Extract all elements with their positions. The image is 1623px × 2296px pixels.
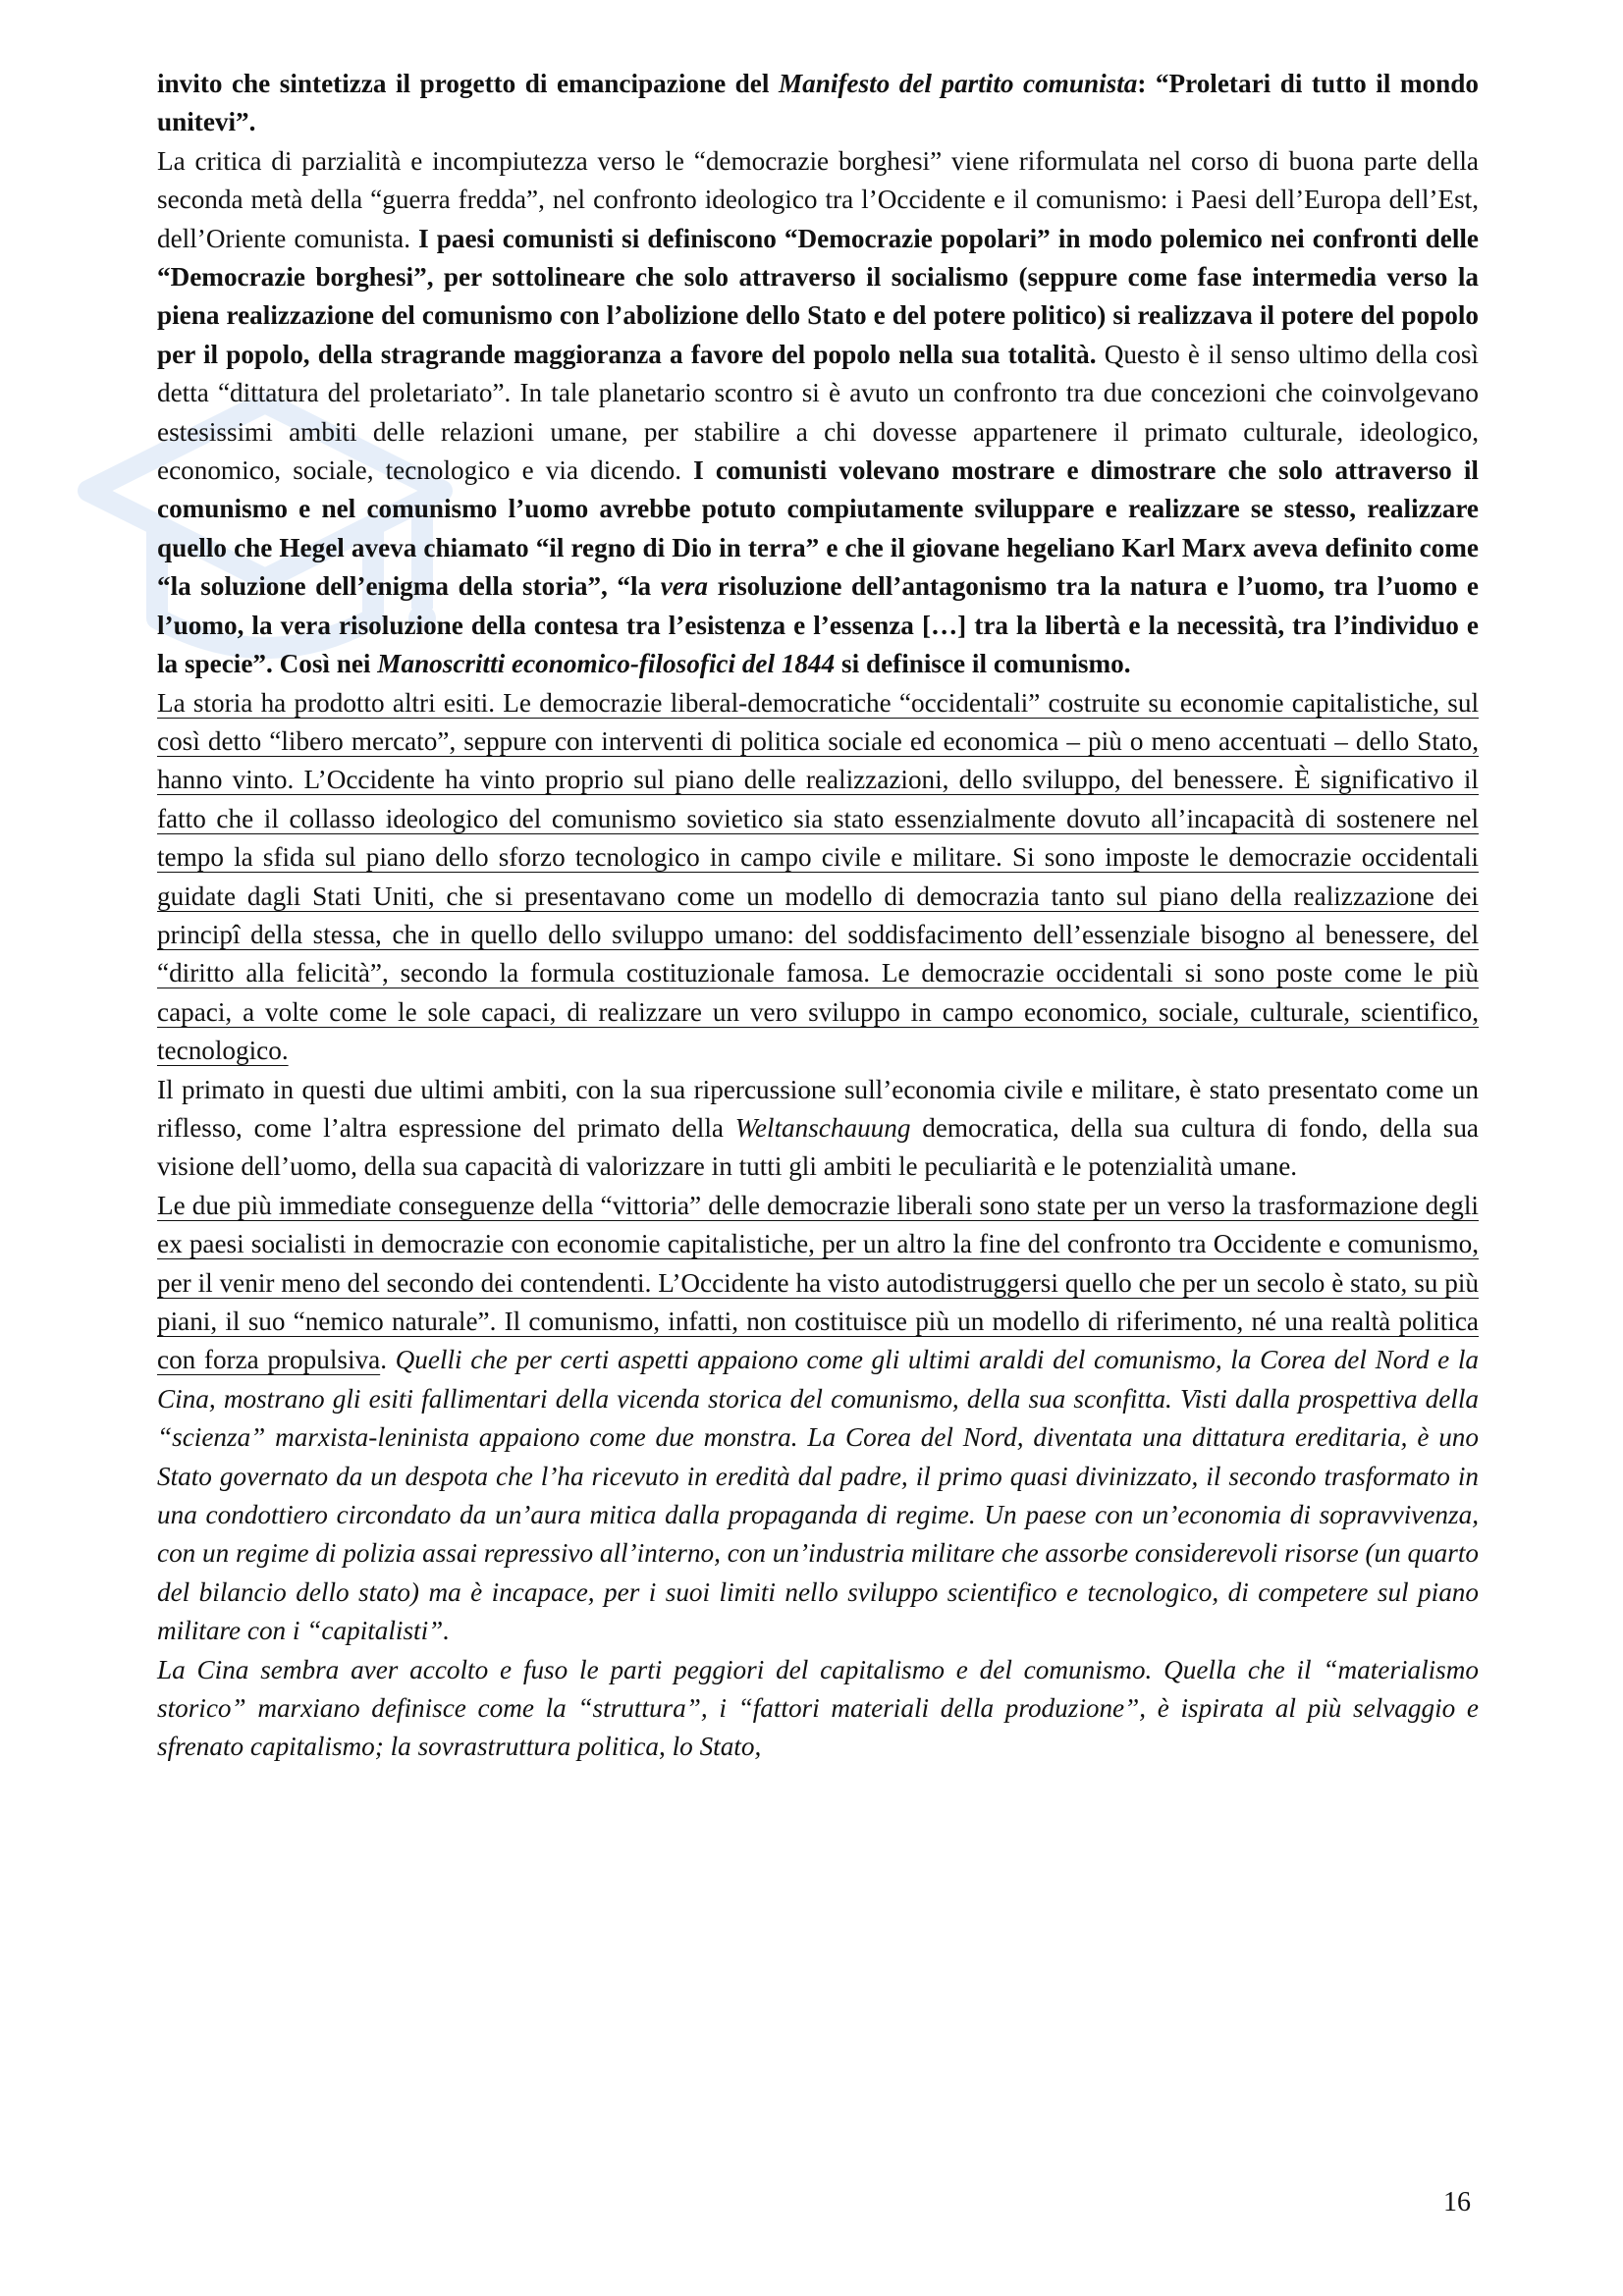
paragraph-3	[157, 684, 1479, 1071]
paragraph-1	[157, 65, 1479, 142]
underlined-passage: Le due più immediate conseguenze della “vittoria” delle democrazie liberali sono state per un verso la trasformazione degli ex paesi socialisti in democrazie con economie capitalistiche, per un altro la fine del confronto tra Occidente e comunismo, per il venir meno del secondo dei contendenti. L’Occidente ha visto autodistruggersi quello che per un secolo è stato, su più piani, il suo “nemico naturale”. Il comunismo, infatti, non costituisce più un modello di riferimento, né una realtà politica con forza propulsiva	[157, 1190, 1479, 1375]
page-number: 16	[1443, 2187, 1471, 2217]
text-span: democratica, della sua cultura di fondo, della sua visione dell’uomo, della sua capacità di valorizzare in tutti gli ambiti le peculiarità e le potenzialità umane.	[157, 1112, 1479, 1182]
book-title: Manifesto del partito comunista	[778, 69, 1138, 98]
bold-passage: I comunisti volevano mostrare e dimostrare che solo attraverso il comunismo e nel comunismo l’uomo avrebbe potuto compiutamente sviluppare e realizzare se stesso, realizzare quello che Hegel aveva chiamato “il regno di Dio in terra” e che il giovane hegeliano Karl Marx aveva definito come “la soluzione dell’enigma della storia”, “la	[157, 455, 1479, 602]
italic-passage: Quelli che per certi aspetti appaiono come gli ultimi araldi del comunismo, la Corea del Nord e la Cina, mostrano gli esiti fallimentari della vicenda storica del comunismo, della sua sconfitta. Visti dalla prospettiva della “scienza” marxista-leninista appaiono come due monstra. La Corea del Nord, diventata una dittatura ereditaria, è uno Stato governato da un despota che l’ha ricevuto in eredità dal padre, il primo quasi divinizzato, il secondo trasformato in una condottiero circondato da un’aura mitica dalla propaganda di regime. Un paese con un’economia di sopravvivenza, con un regime di polizia assai repressivo all’interno, con un’industria militare che assorbe considerevoli risorse (un quarto del bilancio dello stato) ma è incapace, per i suoi limiti nello sviluppo scientifico e tecnologico, di competere sul piano militare con i “capitalisti”.	[157, 1345, 1479, 1646]
text-span: Il primato in questi due ultimi ambiti, con la sua ripercussione sull’economia civile e militare, è stato presentato come un riflesso, come l’altra espressione del primato della	[157, 1074, 1479, 1143]
bold-passage: I paesi comunisti si definiscono “Democrazie popolari” in modo polemico nei confronti delle “Democrazie borghesi”, per sottolineare che solo attraverso il socialismo (seppure come fase intermedia verso la piena realizzazione del comunismo con l’abolizione dello Stato e del potere politico) si realizzava il potere del popolo per il popolo, della stragrande maggioranza a favore del popolo nella sua totalità.	[157, 223, 1479, 369]
italic-word: Weltanschauung	[734, 1112, 911, 1143]
paragraph-2	[157, 142, 1479, 684]
bold-passage: risoluzione dell’antagonismo tra la natura e l’uomo, tra l’uomo e l’uomo, la vera risoluzione della contesa tra l’esistenza e l’essenza […] tra la libertà e la necessità, tra l’individuo e la specie”. Così nei	[157, 571, 1479, 679]
italic-word: vera	[660, 571, 709, 602]
text-span: invito che sintetizza il progetto di emancipazione del	[157, 69, 779, 98]
paragraph-6	[157, 1651, 1479, 1767]
paragraph-5	[157, 1187, 1479, 1651]
body-text	[157, 65, 1479, 1767]
underlined-passage: La storia ha prodotto altri esiti. Le democrazie liberal-democratiche “occidentali” costruite su economie capitalistiche, sul così detto “libero mercato”, seppure con interventi di politica sociale ed economica – più o meno accentuati – dello Stato, hanno vinto. L’Occidente ha vinto proprio sul piano delle realizzazioni, dello sviluppo, del benessere. È significativo il fatto che il collasso ideologico del comunismo sovietico sia stato essenzialmente dovuto all’incapacità di sostenere nel tempo la sfida sul piano dello sforzo tecnologico in campo civile e militare. Si sono imposte le democrazie occidentali guidate dagli Stati Uniti, che si presentavano come un modello di democrazia tanto sul piano della realizzazione dei principî della stessa, che in quello dello sviluppo umano: del soddisfacimento dell’essenziale bisogno al benessere, del “diritto alla felicità”, secondo la formula costituzionale famosa. Le democrazie occidentali si sono poste come le più capaci, a volte come le sole capaci, di realizzare un vero sviluppo in campo economico, sociale, culturale, scientifico, tecnologico.	[157, 687, 1479, 1066]
book-title: Manoscritti economico-filosofici del 1844	[377, 649, 836, 679]
text-span: .	[380, 1345, 396, 1375]
text-span: Questo è il senso ultimo della così detta “dittatura del proletariato”. In tale planetario scontro si è avuto un confronto tra due concezioni che coinvolgevano estesissimi ambiti delle relazioni umane, per stabilire a chi dovesse appartenere il primato culturale, ideologico, economico, sociale, tecnologico e via dicendo.	[157, 339, 1479, 486]
text-span: : “Proletari di tutto il mondo unitevi”.	[157, 69, 1480, 137]
paragraph-4	[157, 1071, 1479, 1187]
italic-passage: La Cina sembra aver accolto e fuso le parti peggiori del capitalismo e del comunismo. Quella che il “materialismo storico” marxiano definisce come la “struttura”, i “fattori materiali della produzione”, è ispirata al più selvaggio e sfrenato capitalismo; la sovrastruttura politica, lo Stato,	[157, 1654, 1479, 1762]
bold-passage: si definisce il comunismo.	[835, 649, 1131, 679]
text-span: La critica di parzialità e incompiutezza verso le “democrazie borghesi” viene riformulata nel corso di buona parte della seconda metà della “guerra fredda”, nel confronto ideologico tra l’Occidente e il comunismo: i Paesi dell’Europa dell’Est, dell’Oriente comunista.	[157, 145, 1479, 253]
